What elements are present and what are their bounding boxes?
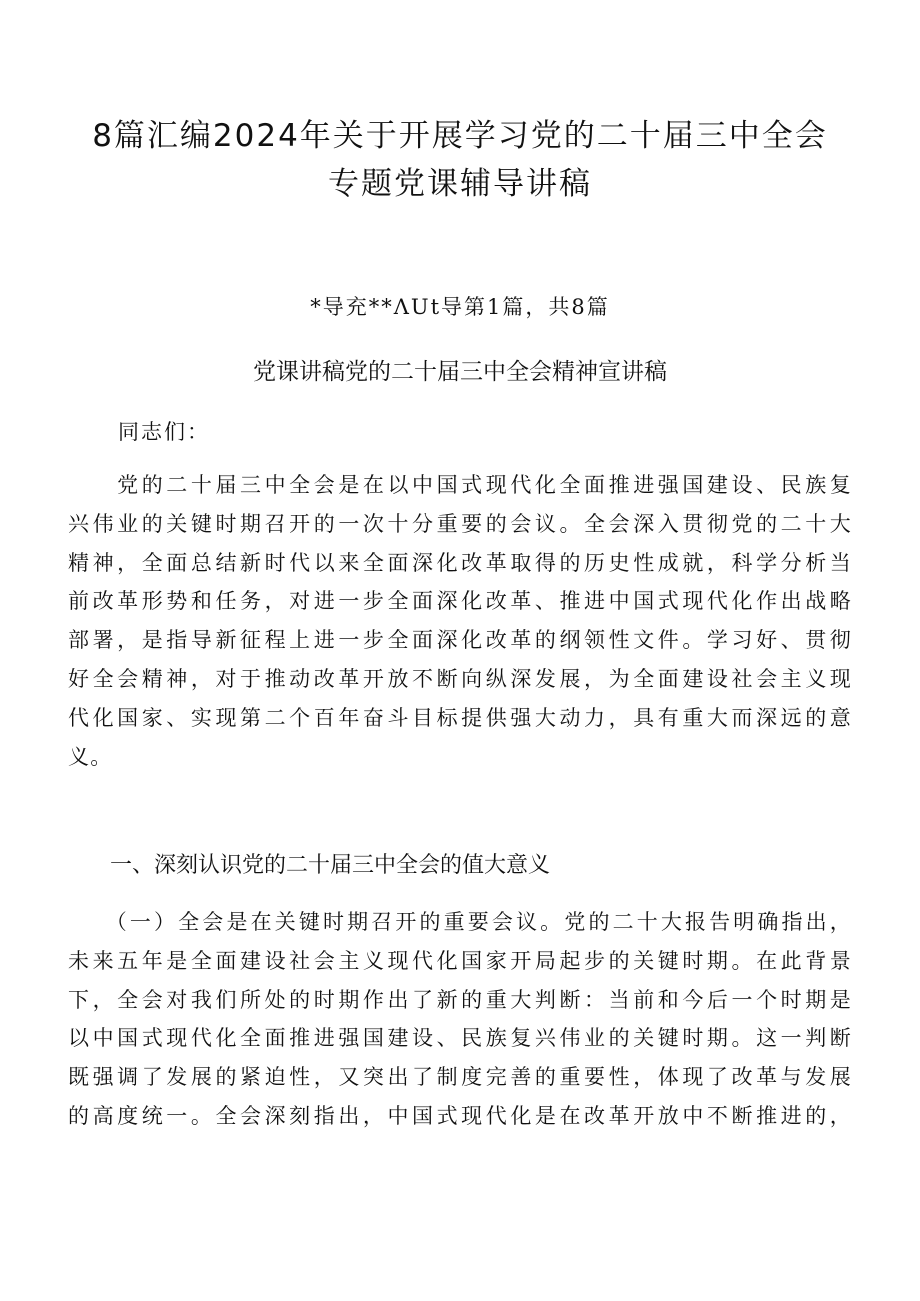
salutation: 同志们： [118,420,210,444]
document-title-line-1: 8篇汇编2024年关于开展学习党的二十届三中全会 [92,118,828,154]
section-heading: 党课讲稿党的二十届三中全会精神宣讲稿 [253,359,667,385]
heading-level-1: 一、深刻认识党的二十届三中全会的值大意义 [110,853,551,878]
paragraph-1-line: 前改革形势和任务，对进一步全面深化改革、推进中国式现代化作出战略 [68,589,852,614]
document-title [0,112,920,208]
paragraph-2-line: 以中国式现代化全面推进强国建设、民族复兴伟业的关键时期。这一判断 [68,1026,852,1051]
paragraph-1-line: 义。 [68,744,113,769]
paragraph-2-line: 既强调了发展的紧迫性，又突出了制度完善的重要性，体现了改革与发展 [68,1065,852,1090]
paragraph-2 [68,903,852,1136]
paragraph-1-line: 部署，是指导新征程上进一步全面深化改革的纲领性文件。学习好、贯彻 [68,628,852,653]
paragraph-1-line: 精神，全面总结新时代以来全面深化改革取得的历史性成就，科学分析当 [68,550,852,575]
paragraph-1-line: 好全会精神，对于推动改革开放不断向纵深发展，为全面建设社会主义现 [68,666,852,691]
paragraph-2-line: 下，全会对我们所处的时期作出了新的重大判断：当前和今后一个时期是 [68,987,852,1012]
paragraph-2-line: （一）全会是在关键时期召开的重要会议。党的二十大报告明确指出， [68,910,852,934]
paragraph-1-line: 党的二十届三中全会是在以中国式现代化全面推进强国建设、民族复 [68,473,852,497]
document-subtitle: *导充**ΛUt导第1篇，共8篇 [310,295,610,319]
paragraph-1-line: 兴伟业的关键时期召开的一次十分重要的会议。全会深入贯彻党的二十大 [68,511,852,536]
paragraph-1 [68,466,852,776]
paragraph-2-line: 的高度统一。全会深刻指出，中国式现代化是在改革开放中不断推进的， [68,1103,852,1128]
paragraph-2-line: 未来五年是全面建设社会主义现代化国家开局起步的关键时期。在此背景 [68,948,852,973]
paragraph-1-line: 代化国家、实现第二个百年奋斗目标提供强大动力，具有重大而深远的意 [68,705,852,730]
document-title-line-2: 专题党课辅导讲稿 [328,166,592,202]
